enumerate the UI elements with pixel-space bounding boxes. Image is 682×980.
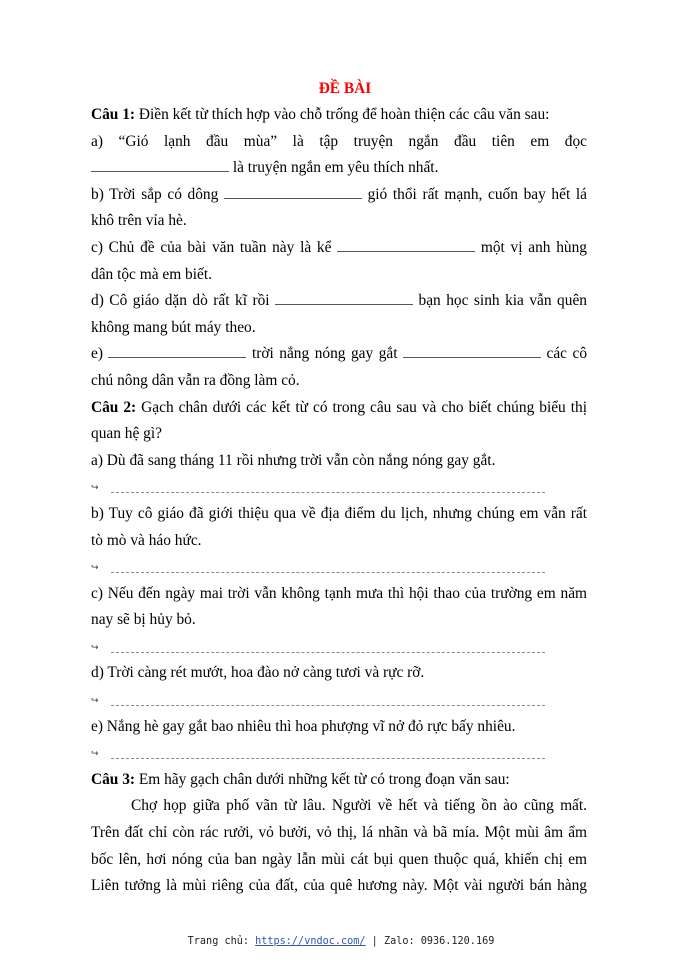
- passage-line: bốc lên, hơi nóng của ban ngày lẫn mùi cát bụi quen thuộc quá, khiến chị em: [91, 850, 587, 868]
- question-1-item-e-line1: e) trời nắng nóng gay gắt các cô: [91, 345, 588, 363]
- answer-line[interactable]: [111, 758, 545, 759]
- answer-row[interactable]: [91, 687, 587, 714]
- page-footer: [0, 936, 682, 947]
- footer-separator: |: [365, 936, 384, 947]
- answer-row[interactable]: [91, 554, 587, 581]
- question-1-item-b-line2: khô trên vỉa hè.: [91, 212, 187, 230]
- question-3-heading: [91, 767, 587, 794]
- question-1-heading: [91, 102, 587, 129]
- question-2-heading: [91, 395, 587, 422]
- question-2-item-a: a) Dù đã sang tháng 11 rồi nhưng trời vẫn còn nắng nóng gay gắt.: [91, 451, 496, 469]
- answer-arrow-icon: ↪: [91, 563, 99, 574]
- fill-blank[interactable]: [91, 158, 229, 172]
- question-2-label: Câu 2:: [91, 398, 137, 416]
- answer-arrow-icon: ↪: [91, 483, 99, 494]
- footer-zalo: Zalo: 0936.120.169: [383, 936, 495, 947]
- fill-blank[interactable]: [224, 185, 362, 199]
- answer-row[interactable]: [91, 474, 587, 501]
- question-1-item-a-line1: a) “Gió lạnh đầu mùa” là tập truyện ngắn đầu tiên em đọc: [91, 132, 587, 150]
- footer-home-link[interactable]: https://vndoc.com/: [255, 936, 366, 947]
- question-1-item-e-line2: chú nông dân vẫn ra đồng làm cỏ.: [91, 371, 300, 389]
- answer-line[interactable]: [111, 572, 545, 573]
- fill-blank[interactable]: [275, 291, 413, 305]
- answer-line[interactable]: [111, 492, 545, 493]
- passage-line: Trên đất chỉ còn rác rưởi, vỏ bưởi, vỏ thị, lá nhãn và bã mía. Một mùi âm ẩm: [91, 824, 587, 842]
- question-1-item-c-line2: dân tộc mà em biết.: [91, 265, 212, 283]
- answer-arrow-icon: ↪: [91, 696, 99, 707]
- passage-line: Liên tưởng là mùi riêng của đất, của quê hương này. Một vài người bán hàng: [91, 877, 587, 895]
- document-title: ĐỀ BÀI: [318, 80, 372, 97]
- question-2-item-b-line2: tò mò và háo hức.: [91, 531, 202, 549]
- question-3-prompt: Em hãy gạch chân dưới những kết từ có trong đoạn văn sau:: [135, 770, 510, 788]
- answer-arrow-icon: ↪: [91, 749, 99, 760]
- question-2-item-d: d) Trời càng rét mướt, hoa đào nở càng tươi và rực rỡ.: [91, 664, 425, 682]
- answer-arrow-icon: ↪: [91, 642, 99, 653]
- fill-blank[interactable]: [403, 344, 541, 358]
- answer-line[interactable]: [111, 705, 545, 706]
- question-1-label: Câu 1:: [91, 106, 136, 123]
- answer-row[interactable]: [91, 740, 587, 767]
- question-2-item-c-line1: c) Nếu đến ngày mai trời vẫn không tạnh mưa thì hội thao của trường em năm: [91, 584, 587, 602]
- question-2-prompt: Gạch chân dưới các kết từ có trong câu sau và cho biết chúng biểu thị: [136, 398, 587, 416]
- document-content: [91, 76, 587, 900]
- answer-row[interactable]: [91, 634, 587, 661]
- passage-line: Chợ họp giữa phố vãn từ lâu. Người về hết và tiếng ồn ào cũng mất.: [131, 797, 587, 815]
- fill-blank[interactable]: [108, 344, 246, 358]
- question-1-item-d-line2: không mang bút máy theo.: [91, 318, 256, 336]
- question-2-prompt-line2: quan hệ gì?: [91, 425, 162, 443]
- footer-home-label: Trang chủ:: [187, 936, 256, 947]
- question-2-item-e: e) Nắng hè gay gắt bao nhiêu thì hoa phượng vĩ nở đỏ rực bấy nhiêu.: [91, 717, 516, 735]
- question-1-item-c-line1: c) Chủ đề của bài văn tuần này là kể một vị anh hùng: [91, 238, 587, 256]
- question-2-item-c-line2: nay sẽ bị hủy bỏ.: [91, 611, 196, 629]
- question-2-item-b-line1: b) Tuy cô giáo đã giới thiệu qua về địa điểm du lịch, nhưng chúng em vẫn rất: [91, 504, 587, 522]
- question-3-label: Câu 3:: [91, 770, 136, 788]
- question-1-item-d-line1: d) Cô giáo dặn dò rất kĩ rồi bạn học sinh kia vẫn quên: [91, 292, 587, 310]
- question-1-prompt: Điền kết từ thích hợp vào chỗ trống để hoàn thiện các câu văn sau:: [135, 106, 550, 123]
- fill-blank[interactable]: [337, 238, 475, 252]
- answer-line[interactable]: [111, 652, 545, 653]
- question-1-item-b-line1: b) Trời sắp có dông gió thổi rất mạnh, cuốn bay hết lá: [91, 185, 587, 203]
- question-1-item-a-line2: là truyện ngắn em yêu thích nhất.: [91, 155, 587, 182]
